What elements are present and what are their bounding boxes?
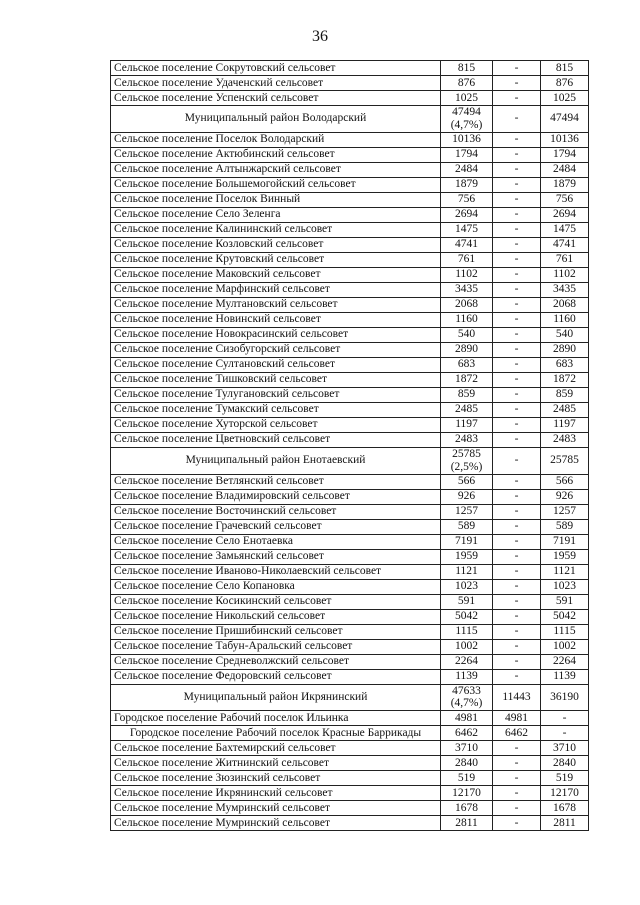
urban-population-cell: - xyxy=(493,786,541,801)
table-row xyxy=(111,177,589,192)
rural-population-cell: 1257 xyxy=(541,504,589,519)
settlement-name-cell: Сельское поселение Бахтемирский сельсовет xyxy=(111,741,441,756)
rural-population-cell: 926 xyxy=(541,489,589,504)
settlement-name-cell: Сельское поселение Никольский сельсовет xyxy=(111,609,441,624)
total-population-cell: 2811 xyxy=(441,816,493,831)
table-row xyxy=(111,564,589,579)
rural-population-cell: 2840 xyxy=(541,756,589,771)
total-population-cell: 3435 xyxy=(441,282,493,297)
table-row xyxy=(111,357,589,372)
table-row xyxy=(111,594,589,609)
rural-population-cell: 756 xyxy=(541,192,589,207)
settlement-name-cell: Городское поселение Рабочий поселок Ильинка xyxy=(111,711,441,726)
settlement-name-cell: Сельское поселение Новинский сельсовет xyxy=(111,312,441,327)
settlement-name-cell: Сельское поселение Хуторской сельсовет xyxy=(111,417,441,432)
total-population-cell: 6462 xyxy=(441,726,493,741)
table-row xyxy=(111,402,589,417)
urban-population-cell: - xyxy=(493,771,541,786)
settlement-name-cell: Сельское поселение Султановский сельсовет xyxy=(111,357,441,372)
table-row xyxy=(111,711,589,726)
settlement-name-cell: Сельское поселение Икрянинский сельсовет xyxy=(111,786,441,801)
table-row xyxy=(111,387,589,402)
rural-population-cell: 815 xyxy=(541,61,589,76)
table-row xyxy=(111,519,589,534)
urban-population-cell: - xyxy=(493,594,541,609)
rural-population-cell: 36190 xyxy=(541,684,589,711)
rural-population-cell: 1002 xyxy=(541,639,589,654)
rural-population-cell: 1139 xyxy=(541,669,589,684)
total-population-cell: 2890 xyxy=(441,342,493,357)
rural-population-cell: 761 xyxy=(541,252,589,267)
total-population-cell: 756 xyxy=(441,192,493,207)
rural-population-cell: 4741 xyxy=(541,237,589,252)
total-population-cell: 1102 xyxy=(441,267,493,282)
settlement-name-cell: Сельское поселение Село Зеленга xyxy=(111,207,441,222)
total-population-cell: 815 xyxy=(441,61,493,76)
rural-population-cell: 2811 xyxy=(541,816,589,831)
rural-population-cell: 519 xyxy=(541,771,589,786)
total-population-cell: 5042 xyxy=(441,609,493,624)
table-row xyxy=(111,786,589,801)
total-population-cell: 519 xyxy=(441,771,493,786)
urban-population-cell: - xyxy=(493,282,541,297)
table-row xyxy=(111,771,589,786)
total-population-cell: 2485 xyxy=(441,402,493,417)
urban-population-cell: - xyxy=(493,489,541,504)
total-population-cell: 566 xyxy=(441,474,493,489)
settlement-name-cell: Сельское поселение Маковский сельсовет xyxy=(111,267,441,282)
district-row xyxy=(111,726,589,741)
urban-population-cell: - xyxy=(493,801,541,816)
table-row xyxy=(111,342,589,357)
total-population-cell: 1023 xyxy=(441,579,493,594)
settlement-name-cell: Сельское поселение Село Копановка xyxy=(111,579,441,594)
district-row xyxy=(111,447,589,474)
table-row xyxy=(111,132,589,147)
settlement-name-cell: Сельское поселение Сокрутовский сельсовет xyxy=(111,61,441,76)
urban-population-cell: - xyxy=(493,639,541,654)
settlement-name-cell: Сельское поселение Калининский сельсовет xyxy=(111,222,441,237)
total-population-cell: 1197 xyxy=(441,417,493,432)
total-population-cell: 2068 xyxy=(441,297,493,312)
settlement-name-cell: Сельское поселение Грачевский сельсовет xyxy=(111,519,441,534)
settlement-name-cell: Сельское поселение Мумринский сельсовет xyxy=(111,816,441,831)
rural-population-cell: 12170 xyxy=(541,786,589,801)
total-population-cell: 1959 xyxy=(441,549,493,564)
urban-population-cell: - xyxy=(493,177,541,192)
rural-population-cell: 10136 xyxy=(541,132,589,147)
urban-population-cell: - xyxy=(493,669,541,684)
table-row xyxy=(111,624,589,639)
urban-population-cell: - xyxy=(493,162,541,177)
urban-population-cell: 11443 xyxy=(493,684,541,711)
total-population-cell: 589 xyxy=(441,519,493,534)
table-row xyxy=(111,432,589,447)
total-population-cell: 12170 xyxy=(441,786,493,801)
urban-population-cell: - xyxy=(493,297,541,312)
rural-population-cell: 1025 xyxy=(541,91,589,106)
urban-population-cell: - xyxy=(493,132,541,147)
settlement-name-cell: Сельское поселение Ветлянский сельсовет xyxy=(111,474,441,489)
settlement-name-cell: Сельское поселение Актюбинский сельсовет xyxy=(111,147,441,162)
urban-population-cell: - xyxy=(493,504,541,519)
settlement-name-cell: Сельское поселение Ивановo-Николаевский сельсовет xyxy=(111,564,441,579)
settlement-name-cell: Сельское поселение Успенский сельсовет xyxy=(111,91,441,106)
table-row xyxy=(111,756,589,771)
total-population-cell: 761 xyxy=(441,252,493,267)
settlement-name-cell: Сельское поселение Поселок Володарский xyxy=(111,132,441,147)
urban-population-cell: - xyxy=(493,342,541,357)
table-row xyxy=(111,327,589,342)
total-population-cell: 1678 xyxy=(441,801,493,816)
settlement-name-cell: Сельское поселение Цветновский сельсовет xyxy=(111,432,441,447)
total-population-cell: 25785 (2,5%) xyxy=(441,447,493,474)
total-population-cell: 4981 xyxy=(441,711,493,726)
urban-population-cell: - xyxy=(493,252,541,267)
table-row xyxy=(111,741,589,756)
rural-population-cell: 2068 xyxy=(541,297,589,312)
urban-population-cell: - xyxy=(493,756,541,771)
table-row xyxy=(111,207,589,222)
district-row xyxy=(111,684,589,711)
urban-population-cell: - xyxy=(493,61,541,76)
rural-population-cell: - xyxy=(541,711,589,726)
settlement-name-cell: Сельское поселение Сизобугорский сельсовет xyxy=(111,342,441,357)
urban-population-cell: - xyxy=(493,207,541,222)
table-row xyxy=(111,162,589,177)
total-population-cell: 7191 xyxy=(441,534,493,549)
urban-population-cell: - xyxy=(493,327,541,342)
urban-population-cell: - xyxy=(493,447,541,474)
urban-population-cell: - xyxy=(493,534,541,549)
rural-population-cell: 1794 xyxy=(541,147,589,162)
rural-population-cell: 683 xyxy=(541,357,589,372)
rural-population-cell: 589 xyxy=(541,519,589,534)
rural-population-cell: 1115 xyxy=(541,624,589,639)
total-population-cell: 4741 xyxy=(441,237,493,252)
urban-population-cell: - xyxy=(493,432,541,447)
table-row xyxy=(111,654,589,669)
total-population-cell: 1872 xyxy=(441,372,493,387)
table-row xyxy=(111,639,589,654)
table-row xyxy=(111,297,589,312)
settlement-name-cell: Городское поселение Рабочий поселок Красные Баррикады xyxy=(111,726,441,741)
rural-population-cell: 1678 xyxy=(541,801,589,816)
settlement-name-cell: Сельское поселение Табун-Аральский сельсовет xyxy=(111,639,441,654)
settlement-name-cell: Сельское поселение Мултановский сельсовет xyxy=(111,297,441,312)
table-row xyxy=(111,669,589,684)
settlement-name-cell: Сельское поселение Средневолжский сельсовет xyxy=(111,654,441,669)
total-population-cell: 1121 xyxy=(441,564,493,579)
settlement-name-cell: Сельское поселение Удаченский сельсовет xyxy=(111,76,441,91)
total-population-cell: 1879 xyxy=(441,177,493,192)
urban-population-cell: - xyxy=(493,519,541,534)
table-row xyxy=(111,252,589,267)
rural-population-cell: 1959 xyxy=(541,549,589,564)
total-population-cell: 3710 xyxy=(441,741,493,756)
urban-population-cell: 4981 xyxy=(493,711,541,726)
urban-population-cell: - xyxy=(493,549,541,564)
urban-population-cell: 6462 xyxy=(493,726,541,741)
settlement-name-cell: Сельское поселение Алтынжарский сельсовет xyxy=(111,162,441,177)
total-population-cell: 2694 xyxy=(441,207,493,222)
settlement-name-cell: Сельское поселение Пришибинский сельсовет xyxy=(111,624,441,639)
urban-population-cell: - xyxy=(493,816,541,831)
settlement-name-cell: Сельское поселение Новокрасинский сельсовет xyxy=(111,327,441,342)
table-row xyxy=(111,609,589,624)
settlement-name-cell: Муниципальный район Икрянинский xyxy=(111,684,441,711)
settlement-name-cell: Сельское поселение Тулугановский сельсовет xyxy=(111,387,441,402)
settlement-name-cell: Сельское поселение Косикинский сельсовет xyxy=(111,594,441,609)
page-number: 36 xyxy=(312,28,328,45)
rural-population-cell: 2483 xyxy=(541,432,589,447)
total-population-cell: 683 xyxy=(441,357,493,372)
urban-population-cell: - xyxy=(493,147,541,162)
total-population-cell: 1475 xyxy=(441,222,493,237)
total-population-cell: 2264 xyxy=(441,654,493,669)
rural-population-cell: 1121 xyxy=(541,564,589,579)
urban-population-cell: - xyxy=(493,106,541,133)
rural-population-cell: 1102 xyxy=(541,267,589,282)
settlement-name-cell: Муниципальный район Енотаевский xyxy=(111,447,441,474)
total-population-cell: 1115 xyxy=(441,624,493,639)
table-row xyxy=(111,489,589,504)
urban-population-cell: - xyxy=(493,741,541,756)
total-population-cell: 859 xyxy=(441,387,493,402)
rural-population-cell: 47494 xyxy=(541,106,589,133)
table-row xyxy=(111,147,589,162)
urban-population-cell: - xyxy=(493,564,541,579)
total-population-cell: 1794 xyxy=(441,147,493,162)
rural-population-cell: 876 xyxy=(541,76,589,91)
total-population-cell: 1025 xyxy=(441,91,493,106)
urban-population-cell: - xyxy=(493,76,541,91)
rural-population-cell: 1023 xyxy=(541,579,589,594)
settlement-name-cell: Сельское поселение Федоровский сельсовет xyxy=(111,669,441,684)
rural-population-cell: 3435 xyxy=(541,282,589,297)
rural-population-cell: 7191 xyxy=(541,534,589,549)
settlement-name-cell: Муниципальный район Володарский xyxy=(111,106,441,133)
settlement-name-cell: Сельское поселение Замьянский сельсовет xyxy=(111,549,441,564)
rural-population-cell: 540 xyxy=(541,327,589,342)
rural-population-cell: 2485 xyxy=(541,402,589,417)
settlement-name-cell: Сельское поселение Марфинский сельсовет xyxy=(111,282,441,297)
rural-population-cell: 1197 xyxy=(541,417,589,432)
rural-population-cell: 2694 xyxy=(541,207,589,222)
urban-population-cell: - xyxy=(493,237,541,252)
settlement-name-cell: Сельское поселение Тишковский сельсовет xyxy=(111,372,441,387)
total-population-cell: 1257 xyxy=(441,504,493,519)
urban-population-cell: - xyxy=(493,192,541,207)
urban-population-cell: - xyxy=(493,312,541,327)
rural-population-cell: 25785 xyxy=(541,447,589,474)
rural-population-cell: 3710 xyxy=(541,741,589,756)
rural-population-cell: - xyxy=(541,726,589,741)
rural-population-cell: 566 xyxy=(541,474,589,489)
table-row xyxy=(111,61,589,76)
total-population-cell: 2840 xyxy=(441,756,493,771)
urban-population-cell: - xyxy=(493,91,541,106)
table-row xyxy=(111,312,589,327)
total-population-cell: 47633 (4,7%) xyxy=(441,684,493,711)
table-row xyxy=(111,267,589,282)
urban-population-cell: - xyxy=(493,474,541,489)
urban-population-cell: - xyxy=(493,417,541,432)
rural-population-cell: 859 xyxy=(541,387,589,402)
rural-population-cell: 1879 xyxy=(541,177,589,192)
rural-population-cell: 1872 xyxy=(541,372,589,387)
urban-population-cell: - xyxy=(493,357,541,372)
table-row xyxy=(111,417,589,432)
rural-population-cell: 2890 xyxy=(541,342,589,357)
urban-population-cell: - xyxy=(493,609,541,624)
table-row xyxy=(111,474,589,489)
rural-population-cell: 2264 xyxy=(541,654,589,669)
settlement-name-cell: Сельское поселение Козловский сельсовет xyxy=(111,237,441,252)
table-row xyxy=(111,816,589,831)
table-row xyxy=(111,549,589,564)
settlement-name-cell: Сельское поселение Зюзинский сельсовет xyxy=(111,771,441,786)
rural-population-cell: 2484 xyxy=(541,162,589,177)
urban-population-cell: - xyxy=(493,372,541,387)
settlement-name-cell: Сельское поселение Тумакский сельсовет xyxy=(111,402,441,417)
table-row xyxy=(111,282,589,297)
settlement-name-cell: Сельское поселение Владимировский сельсовет xyxy=(111,489,441,504)
settlement-population-table xyxy=(110,60,589,831)
total-population-cell: 540 xyxy=(441,327,493,342)
settlement-name-cell: Сельское поселение Большемогойский сельсовет xyxy=(111,177,441,192)
table-row xyxy=(111,534,589,549)
urban-population-cell: - xyxy=(493,624,541,639)
urban-population-cell: - xyxy=(493,222,541,237)
table-row xyxy=(111,192,589,207)
table-row xyxy=(111,76,589,91)
table-row xyxy=(111,222,589,237)
table-body xyxy=(111,61,589,831)
urban-population-cell: - xyxy=(493,402,541,417)
urban-population-cell: - xyxy=(493,267,541,282)
total-population-cell: 876 xyxy=(441,76,493,91)
settlement-name-cell: Сельское поселение Житнинский сельсовет xyxy=(111,756,441,771)
urban-population-cell: - xyxy=(493,387,541,402)
table-row xyxy=(111,372,589,387)
total-population-cell: 2483 xyxy=(441,432,493,447)
table-row xyxy=(111,504,589,519)
total-population-cell: 1002 xyxy=(441,639,493,654)
rural-population-cell: 1160 xyxy=(541,312,589,327)
table-row xyxy=(111,801,589,816)
total-population-cell: 1160 xyxy=(441,312,493,327)
table-row xyxy=(111,237,589,252)
total-population-cell: 591 xyxy=(441,594,493,609)
settlement-name-cell: Сельское поселение Мумринский сельсовет xyxy=(111,801,441,816)
urban-population-cell: - xyxy=(493,579,541,594)
rural-population-cell: 5042 xyxy=(541,609,589,624)
urban-population-cell: - xyxy=(493,654,541,669)
settlement-name-cell: Сельское поселение Село Енотаевка xyxy=(111,534,441,549)
rural-population-cell: 591 xyxy=(541,594,589,609)
total-population-cell: 47494 (4,7%) xyxy=(441,106,493,133)
settlement-name-cell: Сельское поселение Восточинский сельсовет xyxy=(111,504,441,519)
table-row xyxy=(111,579,589,594)
total-population-cell: 926 xyxy=(441,489,493,504)
district-row xyxy=(111,106,589,133)
settlement-name-cell: Сельское поселение Поселок Винный xyxy=(111,192,441,207)
settlement-name-cell: Сельское поселение Крутовский сельсовет xyxy=(111,252,441,267)
rural-population-cell: 1475 xyxy=(541,222,589,237)
table-row xyxy=(111,91,589,106)
total-population-cell: 10136 xyxy=(441,132,493,147)
total-population-cell: 1139 xyxy=(441,669,493,684)
total-population-cell: 2484 xyxy=(441,162,493,177)
